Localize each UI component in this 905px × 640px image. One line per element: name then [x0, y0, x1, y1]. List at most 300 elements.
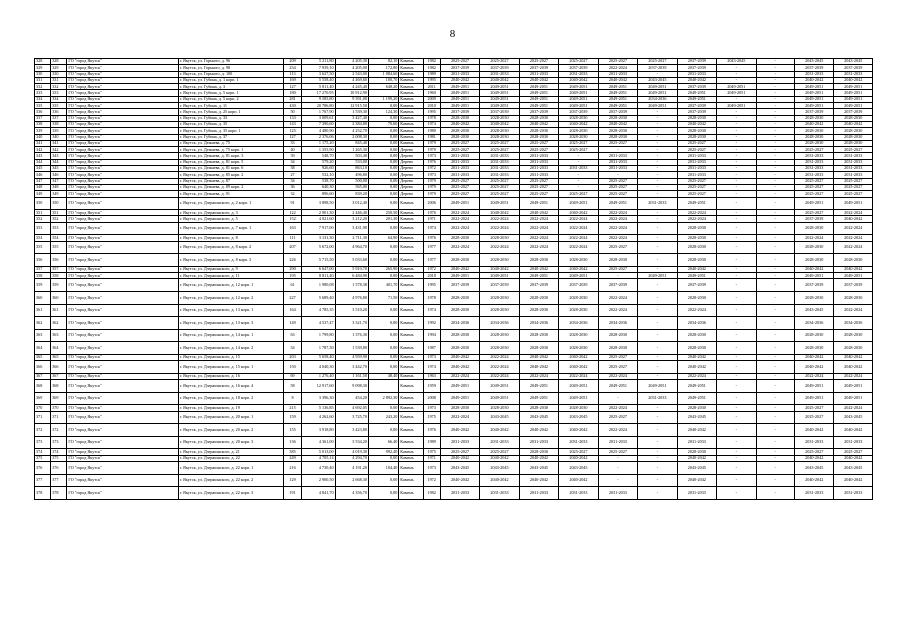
year-built-cell: 1992: [423, 317, 440, 330]
repair-period-cell: -: [598, 273, 637, 279]
row-number: 369: [35, 392, 51, 405]
year-built-cell: 1982: [423, 65, 440, 71]
repair-period-cell: -: [638, 266, 677, 272]
repair-period-cell: 2025-2027: [834, 191, 873, 197]
repair-period-cell: -: [638, 304, 677, 317]
nonresidential-area-cell: 243,20: [368, 411, 398, 424]
repair-period-cell: 2031-2033: [519, 159, 558, 165]
living-area-cell: 4 245,40: [335, 84, 368, 90]
repair-period-cell: 2040-2042: [794, 474, 833, 487]
repair-period-cell: 2031-2033: [677, 153, 716, 159]
table-row: [35, 392, 873, 405]
repair-period-cell: 2022-2024: [440, 241, 479, 254]
year-built-cell: 1976: [423, 235, 440, 241]
repair-period-cell: 2028-2030: [519, 134, 558, 140]
repair-period-cell: -: [638, 172, 677, 178]
address-cell: г. Якутск, ул. Губина, д. 35 корп. 1: [178, 128, 283, 134]
row-number: 328: [35, 59, 51, 65]
repair-period-cell: -: [717, 71, 756, 77]
repair-period-cell: 2028-2030: [677, 449, 716, 455]
table-row: [35, 241, 873, 254]
wall-material-cell: Камень: [399, 361, 423, 374]
total-area-cell: 4 785,35: [302, 304, 335, 317]
repair-period-cell: -: [638, 210, 677, 216]
repair-period-cell: 2040-2042: [834, 121, 873, 127]
repair-period-cell: 2028-2030: [794, 254, 833, 267]
year-built-cell: 2018: [423, 273, 440, 279]
repair-period-cell: 2040-2042: [559, 424, 598, 437]
repair-period-cell: 2049-2051: [480, 103, 519, 109]
repair-period-cell: -: [756, 392, 794, 405]
repair-period-cell: 2028-2030: [598, 254, 637, 267]
total-area-cell: 5 558,40: [302, 77, 335, 83]
total-area-cell: 579,20: [302, 159, 335, 165]
row-index: 331: [51, 77, 67, 83]
total-area-cell: 5 715,50: [302, 254, 335, 267]
repair-period-cell: 2022-2024: [598, 65, 637, 71]
residents-cell: 91: [283, 197, 301, 210]
table-row: [35, 329, 873, 342]
nonresidential-area-cell: 0,00: [368, 172, 398, 178]
row-number: 352: [35, 216, 51, 222]
repair-period-cell: -: [717, 317, 756, 330]
repair-period-cell: -: [717, 487, 756, 500]
year-built-cell: 1971: [423, 216, 440, 222]
row-number: 343: [35, 153, 51, 159]
repair-period-cell: -: [559, 178, 598, 184]
repair-period-cell: 2028-2030: [519, 128, 558, 134]
repair-period-cell: 2040-2042: [834, 474, 873, 487]
address-cell: г. Якутск, ул. Губина, д. 1 корп. 1: [178, 77, 283, 83]
repair-period-cell: 2040-2042: [440, 455, 479, 461]
total-area-cell: 6 647,00: [302, 266, 335, 272]
row-index: 365: [51, 354, 67, 360]
repair-period-cell: 2040-2042: [677, 424, 716, 437]
municipality-cell: ГО "город Якутск": [67, 254, 178, 267]
repair-period-cell: 2049-2051: [638, 84, 677, 90]
municipality-cell: ГО "город Якутск": [67, 71, 178, 77]
repair-period-cell: 2040-2042: [794, 424, 833, 437]
repair-period-cell: 2040-2042: [519, 474, 558, 487]
repair-period-cell: 2040-2042: [519, 266, 558, 272]
repair-period-cell: -: [756, 178, 794, 184]
repair-period-cell: 2025-2027: [834, 184, 873, 190]
repair-period-cell: 2043-2045: [559, 462, 598, 475]
repair-period-cell: 2031-2033: [677, 172, 716, 178]
year-built-cell: 1987: [423, 342, 440, 355]
repair-period-cell: 2028-2030: [519, 329, 558, 342]
repair-period-cell: 2040-2042: [559, 210, 598, 216]
repair-period-cell: -: [638, 134, 677, 140]
year-built-cell: 1979: [423, 184, 440, 190]
nonresidential-area-cell: 0,00: [368, 197, 398, 210]
repair-period-cell: 2025-2027: [559, 449, 598, 455]
year-built-cell: 1980: [423, 128, 440, 134]
year-built-cell: 1982: [423, 487, 440, 500]
repair-period-cell: -: [638, 254, 677, 267]
row-number: 342: [35, 147, 51, 153]
year-built-cell: 1989: [423, 71, 440, 77]
repair-period-cell: 2028-2030: [440, 342, 479, 355]
repair-period-cell: 2031-2033: [638, 197, 677, 210]
repair-period-cell: 2025-2027: [834, 449, 873, 455]
repair-period-cell: 2025-2027: [480, 178, 519, 184]
municipality-cell: ГО "город Якутск": [67, 197, 178, 210]
repair-period-cell: 2034-2036: [559, 317, 598, 330]
living-area-cell: 3 423,80: [335, 424, 368, 437]
municipality-cell: ГО "город Якутск": [67, 436, 178, 449]
repair-period-cell: -: [756, 474, 794, 487]
nonresidential-area-cell: 0,00: [368, 140, 398, 146]
repair-period-cell: 2049-2051: [519, 84, 558, 90]
repair-period-cell: -: [756, 59, 794, 65]
row-index: 369: [51, 392, 67, 405]
nonresidential-area-cell: 0,00: [368, 222, 398, 235]
address-cell: г. Якутск, ул. Дежнева, д. 91: [178, 191, 283, 197]
repair-period-cell: 2040-2042: [834, 216, 873, 222]
repair-period-cell: 2040-2042: [440, 474, 479, 487]
row-index: 344: [51, 159, 67, 165]
repair-period-cell: 2025-2027: [480, 191, 519, 197]
repair-period-cell: 2028-2030: [559, 304, 598, 317]
repair-period-cell: 2049-2051: [598, 90, 637, 96]
repair-period-cell: 2040-2042: [794, 455, 833, 461]
residents-cell: 127: [283, 134, 301, 140]
repair-period-cell: 2025-2027: [598, 59, 637, 65]
repair-period-cell: 2022-2024: [598, 235, 637, 241]
table-row: [35, 487, 873, 500]
wall-material-cell: Камень: [399, 329, 423, 342]
repair-period-cell: -: [756, 77, 794, 83]
year-built-cell: 1973: [423, 462, 440, 475]
repair-period-cell: 2031-2033: [794, 166, 833, 172]
repair-period-cell: -: [638, 178, 677, 184]
residents-cell: 290: [283, 266, 301, 272]
repair-period-cell: -: [756, 304, 794, 317]
total-area-cell: 5 689,40: [302, 291, 335, 304]
address-cell: г. Якутск, ул. Губина, д. 35: [178, 121, 283, 127]
repair-period-cell: 2028-2030: [519, 115, 558, 121]
municipality-cell: ГО "город Якутск": [67, 65, 178, 71]
residents-cell: 54: [283, 342, 301, 355]
living-area-cell: 839,20: [335, 191, 368, 197]
repair-period-cell: 2028-2030: [677, 222, 716, 235]
repair-period-cell: 2028-2030: [598, 342, 637, 355]
repair-period-cell: 2040-2042: [519, 210, 558, 216]
nonresidential-area-cell: 0,00: [368, 455, 398, 461]
repair-period-cell: 2049-2051: [677, 273, 716, 279]
total-area-cell: 5 658,40: [302, 354, 335, 360]
living-area-cell: 4 252,70: [335, 128, 368, 134]
repair-period-cell: -: [756, 96, 794, 102]
year-built-cell: 1975: [423, 449, 440, 455]
repair-period-cell: 2043-2045: [794, 304, 833, 317]
row-index: 374: [51, 449, 67, 455]
row-index: 338: [51, 121, 67, 127]
municipality-cell: ГО "город Якутск": [67, 121, 178, 127]
municipality-cell: ГО "город Якутск": [67, 462, 178, 475]
nonresidential-area-cell: 0,00: [368, 241, 398, 254]
repair-period-cell: 2034-2036: [440, 317, 479, 330]
repair-period-cell: 2040-2042: [559, 474, 598, 487]
repair-period-cell: 2049-2051: [440, 90, 479, 96]
repair-period-cell: -: [638, 354, 677, 360]
repair-period-cell: 2037-2039: [519, 65, 558, 71]
residents-cell: 129: [283, 474, 301, 487]
wall-material-cell: Камень: [399, 487, 423, 500]
repair-period-cell: -: [638, 424, 677, 437]
repair-period-cell: 2028-2030: [480, 304, 519, 317]
table-row: [35, 361, 873, 374]
repair-period-cell: 2049-2051: [677, 197, 716, 210]
nonresidential-area-cell: 48,40: [368, 373, 398, 379]
repair-period-cell: 2049-2051: [598, 103, 637, 109]
nonresidential-area-cell: 0,00: [368, 184, 398, 190]
repair-period-cell: -: [756, 266, 794, 272]
total-area-cell: 4 480,90: [302, 128, 335, 134]
municipality-cell: ГО "город Якутск": [67, 147, 178, 153]
repair-period-cell: -: [638, 216, 677, 222]
total-area-cell: 4 361,00: [302, 436, 335, 449]
municipality-cell: ГО "город Якутск": [67, 90, 178, 96]
residents-cell: 163: [283, 222, 301, 235]
row-index: 364: [51, 342, 67, 355]
repair-period-cell: -: [756, 273, 794, 279]
row-number: 378: [35, 487, 51, 500]
repair-period-cell: -: [756, 462, 794, 475]
table-row: [35, 474, 873, 487]
repair-period-cell: -: [638, 487, 677, 500]
residents-cell: 39: [283, 153, 301, 159]
address-cell: г. Якутск, ул. Горького, д. 100: [178, 71, 283, 77]
repair-period-cell: 2028-2030: [480, 128, 519, 134]
residents-cell: 216: [283, 462, 301, 475]
year-built-cell: 1974: [423, 361, 440, 374]
repair-period-cell: 2049-2051: [794, 392, 833, 405]
repair-period-cell: 2043-2045: [440, 462, 479, 475]
repair-period-cell: 2022-2024: [598, 216, 637, 222]
municipality-cell: ГО "город Якутск": [67, 291, 178, 304]
nonresidential-area-cell: 992,40: [368, 449, 398, 455]
repair-period-cell: 2025-2027: [598, 178, 637, 184]
residents-cell: 430: [283, 103, 301, 109]
repair-period-cell: -: [756, 147, 794, 153]
wall-material-cell: Дерево: [399, 166, 423, 172]
address-cell: г. Якутск, ул. Дзержинского, д. 8 корп. 2: [178, 241, 283, 254]
wall-material-cell: Камень: [399, 380, 423, 393]
repair-period-cell: 2028-2030: [834, 115, 873, 121]
total-area-cell: 3 396,30: [302, 392, 335, 405]
wall-material-cell: Камень: [399, 354, 423, 360]
repair-period-cell: 2031-2033: [794, 436, 833, 449]
residents-cell: 215: [283, 405, 301, 411]
residents-cell: 249: [283, 455, 301, 461]
repair-period-cell: 2037-2039: [677, 103, 716, 109]
repair-period-cell: -: [559, 159, 598, 165]
living-area-cell: 4 959,90: [335, 354, 368, 360]
year-built-cell: 1995: [423, 77, 440, 83]
wall-material-cell: Камень: [399, 291, 423, 304]
repair-period-cell: -: [717, 411, 756, 424]
table-row: [35, 304, 873, 317]
repair-period-cell: 2043-2045: [794, 59, 833, 65]
repair-period-cell: -: [638, 411, 677, 424]
residents-cell: 169: [283, 77, 301, 83]
repair-period-cell: -: [756, 191, 794, 197]
repair-period-cell: -: [638, 222, 677, 235]
repair-period-cell: 2028-2030: [440, 115, 479, 121]
repair-period-cell: 2049-2051: [440, 380, 479, 393]
repair-period-cell: 2025-2027: [677, 178, 716, 184]
residents-cell: 27: [283, 172, 301, 178]
living-area-cell: 4 205,30: [335, 59, 368, 65]
repair-period-cell: 2031-2033: [794, 71, 833, 77]
repair-period-cell: -: [559, 172, 598, 178]
address-cell: г. Якутск, ул. Дзержинского, д. 18 корп. 2: [178, 392, 283, 405]
row-number: 337: [35, 115, 51, 121]
residents-cell: 127: [283, 84, 301, 90]
repair-period-cell: 2022-2024: [519, 216, 558, 222]
repair-period-cell: 2031-2033: [598, 71, 637, 77]
living-area-cell: 4 191,20: [335, 462, 368, 475]
repair-period-cell: -: [638, 373, 677, 379]
repair-period-cell: -: [756, 109, 794, 115]
living-area-cell: 2 446,40: [335, 210, 368, 216]
table-row: [35, 317, 873, 330]
row-number: 366: [35, 361, 51, 374]
repair-period-cell: 2028-2030: [834, 291, 873, 304]
repair-period-cell: 2040-2042: [519, 121, 558, 127]
total-area-cell: 2 900,50: [302, 474, 335, 487]
repair-period-cell: -: [717, 455, 756, 461]
repair-period-cell: 2028-2030: [834, 128, 873, 134]
repair-period-cell: 2040-2042: [834, 77, 873, 83]
repair-period-cell: 2049-2051: [638, 273, 677, 279]
wall-material-cell: Камень: [399, 134, 423, 140]
repair-period-cell: 2037-2039: [559, 109, 598, 115]
repair-period-cell: 2031-2033: [794, 159, 833, 165]
repair-period-cell: 2049-2051: [519, 273, 558, 279]
row-number: 373: [35, 436, 51, 449]
repair-period-cell: -: [717, 147, 756, 153]
wall-material-cell: Дерево: [399, 172, 423, 178]
year-built-cell: 1974: [423, 304, 440, 317]
table-row: [35, 380, 873, 393]
municipality-cell: ГО "город Якутск": [67, 134, 178, 140]
repair-period-cell: 2037-2039: [519, 279, 558, 292]
municipality-cell: ГО "город Якутск": [67, 361, 178, 374]
repair-period-cell: -: [638, 109, 677, 115]
address-cell: г. Якутск, ул. Дзержинского, д. 15: [178, 354, 283, 360]
total-area-cell: 1 355,90: [302, 147, 335, 153]
table-row: [35, 254, 873, 267]
address-cell: г. Якутск, ул. Дзержинского, д. 22 корп. 2: [178, 474, 283, 487]
living-area-cell: 845,40: [335, 140, 368, 146]
nonresidential-area-cell: 0,00: [368, 487, 398, 500]
table-row: [35, 222, 873, 235]
residents-cell: 152: [283, 216, 301, 222]
address-cell: г. Якутск, ул. Дзержинского, д. 20 корп. 2: [178, 424, 283, 437]
repair-period-cell: 2034-2036: [794, 317, 833, 330]
municipality-cell: ГО "город Якутск": [67, 474, 178, 487]
repair-period-cell: 2028-2030: [794, 134, 833, 140]
repair-period-cell: 2049-2051: [440, 103, 479, 109]
living-area-cell: 503,40: [335, 153, 368, 159]
residents-cell: 136: [283, 436, 301, 449]
address-cell: г. Якутск, ул. Дзержинского, д. 13 корп. 3: [178, 317, 283, 330]
residents-cell: 180: [283, 90, 301, 96]
repair-period-cell: 2022-2024: [598, 222, 637, 235]
repair-period-cell: 2040-2042: [834, 354, 873, 360]
repair-period-cell: 2049-2051: [834, 96, 873, 102]
row-number: 375: [35, 455, 51, 461]
repair-period-cell: 2022-2024: [598, 405, 637, 411]
repair-period-cell: 2025-2027: [519, 184, 558, 190]
repair-period-cell: 2022-2024: [794, 235, 833, 241]
repair-period-cell: 2049-2051: [559, 273, 598, 279]
repair-period-cell: 2037-2039: [559, 65, 598, 71]
repair-period-cell: 2040-2042: [480, 77, 519, 83]
year-built-cell: 2011: [423, 84, 440, 90]
repair-period-cell: 2022-2024: [598, 291, 637, 304]
repair-period-cell: -: [756, 436, 794, 449]
row-index: 334: [51, 96, 67, 102]
repair-period-cell: 2040-2042: [559, 354, 598, 360]
repair-period-cell: 2043-2045: [834, 462, 873, 475]
year-built-cell: 1979: [423, 191, 440, 197]
address-cell: г. Якутск, ул. Дзержинского, д. 16: [178, 373, 283, 379]
repair-period-cell: 2037-2039: [598, 109, 637, 115]
repair-period-cell: 2049-2051: [559, 96, 598, 102]
repair-period-cell: 2022-2024: [480, 361, 519, 374]
nonresidential-area-cell: 648,20: [368, 84, 398, 90]
repair-period-cell: -: [756, 235, 794, 241]
total-area-cell: 5 811,40: [302, 84, 335, 90]
residents-cell: 150: [283, 361, 301, 374]
repair-period-cell: 2028-2030: [677, 405, 716, 411]
living-area-cell: 4 964,70: [335, 241, 368, 254]
repair-period-cell: 2049-2051: [834, 84, 873, 90]
repair-period-cell: -: [756, 115, 794, 121]
address-cell: г. Якутск, ул. Дзержинского, д. 13 корп. 1: [178, 304, 283, 317]
repair-period-cell: 2049-2051: [480, 197, 519, 210]
residents-cell: 164: [283, 304, 301, 317]
repair-period-cell: 2037-2039: [794, 216, 833, 222]
row-number: 374: [35, 449, 51, 455]
living-area-cell: 3 212,20: [335, 216, 368, 222]
address-cell: г. Якутск, ул. Дзержинского, д. 21: [178, 449, 283, 455]
repair-period-cell: -: [717, 65, 756, 71]
repair-period-cell: 2049-2051: [834, 273, 873, 279]
row-index: 378: [51, 487, 67, 500]
municipality-cell: ГО "город Якутск": [67, 77, 178, 83]
repair-period-cell: 2040-2042: [559, 361, 598, 374]
repair-period-cell: 2049-2051: [440, 197, 479, 210]
row-index: 347: [51, 178, 67, 184]
repair-period-cell: -: [756, 279, 794, 292]
row-number: 364: [35, 342, 51, 355]
municipality-cell: ГО "город Якутск": [67, 184, 178, 190]
repair-period-cell: 2025-2027: [677, 147, 716, 153]
total-area-cell: 3 627,50: [302, 71, 335, 77]
repair-period-cell: 2022-2024: [480, 216, 519, 222]
residents-cell: 33: [283, 140, 301, 146]
address-cell: г. Якутск, ул. Дзержинского, д. 20 корп. 3: [178, 436, 283, 449]
repair-period-cell: -: [598, 392, 637, 405]
repair-period-cell: -: [717, 121, 756, 127]
nonresidential-area-cell: 0,00: [368, 103, 398, 109]
repair-period-cell: 2028-2030: [794, 128, 833, 134]
